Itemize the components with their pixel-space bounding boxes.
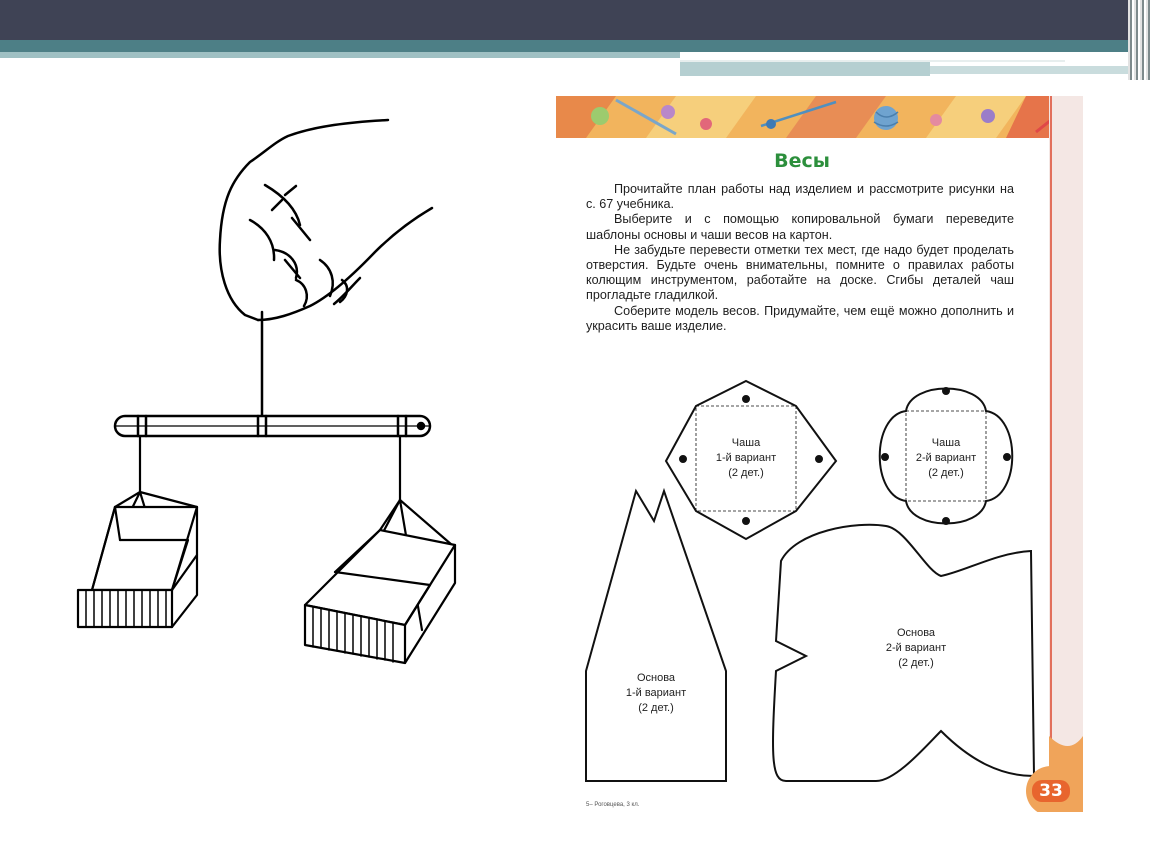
slide-accent-bar	[0, 40, 1150, 52]
right-pan	[305, 436, 455, 663]
base-template-1-label: Основа 1-й вариант (2 дет.)	[625, 672, 687, 714]
slide-light-bar-right-2	[930, 66, 1130, 74]
scale-beam	[115, 312, 430, 436]
button-icon	[700, 118, 712, 130]
page-number-badge	[1026, 766, 1076, 812]
instruction-text	[586, 182, 1014, 334]
craft-supplies-header	[556, 96, 1083, 138]
page-footer: 5– Роговцева, 3 кл.	[586, 802, 640, 808]
slide-light-bar-right	[680, 62, 930, 76]
button-icon	[591, 107, 609, 125]
page-number: 33	[1032, 780, 1070, 802]
textbook-page	[556, 96, 1083, 812]
hand-scale-illustration	[60, 100, 480, 700]
slide-top-bar	[0, 0, 1150, 40]
slide-light-bar	[0, 52, 680, 58]
page-title: Весы	[774, 150, 830, 172]
page-margin-decoration	[1049, 96, 1083, 812]
bowl-template-1-label: Чаша 1-й вариант (2 дет.)	[715, 437, 777, 479]
base-template-2-label: Основа 2-й вариант (2 дет.)	[885, 627, 947, 669]
template-outlines	[556, 371, 1048, 796]
instruction-paragraph: Не забудьте перевести отметки тех мест, где надо будет проделать отверстия. Будьте очень внимательны, помните о правилах работы колющим инструментом, работайте на доске. Сгибы деталей чаш прогладьте гладилкой.	[586, 242, 1014, 303]
bowl-template-2-label: Чаша 2-й вариант (2 дет.)	[915, 437, 977, 479]
instruction-paragraph: Прочитайте план работы над изделием и рассмотрите рисунки на с. 67 учебника.	[586, 182, 1014, 212]
instruction-paragraph: Выберите и с помощью копировальной бумаги переведите шаблоны основы и чаши весов на картон.	[586, 212, 1014, 242]
hand-drawing	[220, 120, 432, 320]
template-shapes	[556, 371, 1048, 796]
base-template-1	[586, 491, 726, 781]
slide-corner-stripes	[1128, 0, 1150, 80]
instruction-paragraph: Соберите модель весов. Придумайте, чем ещё можно дополнить и украсить ваше изделие.	[586, 303, 1014, 333]
button-icon	[661, 105, 675, 119]
left-pan	[78, 436, 197, 627]
